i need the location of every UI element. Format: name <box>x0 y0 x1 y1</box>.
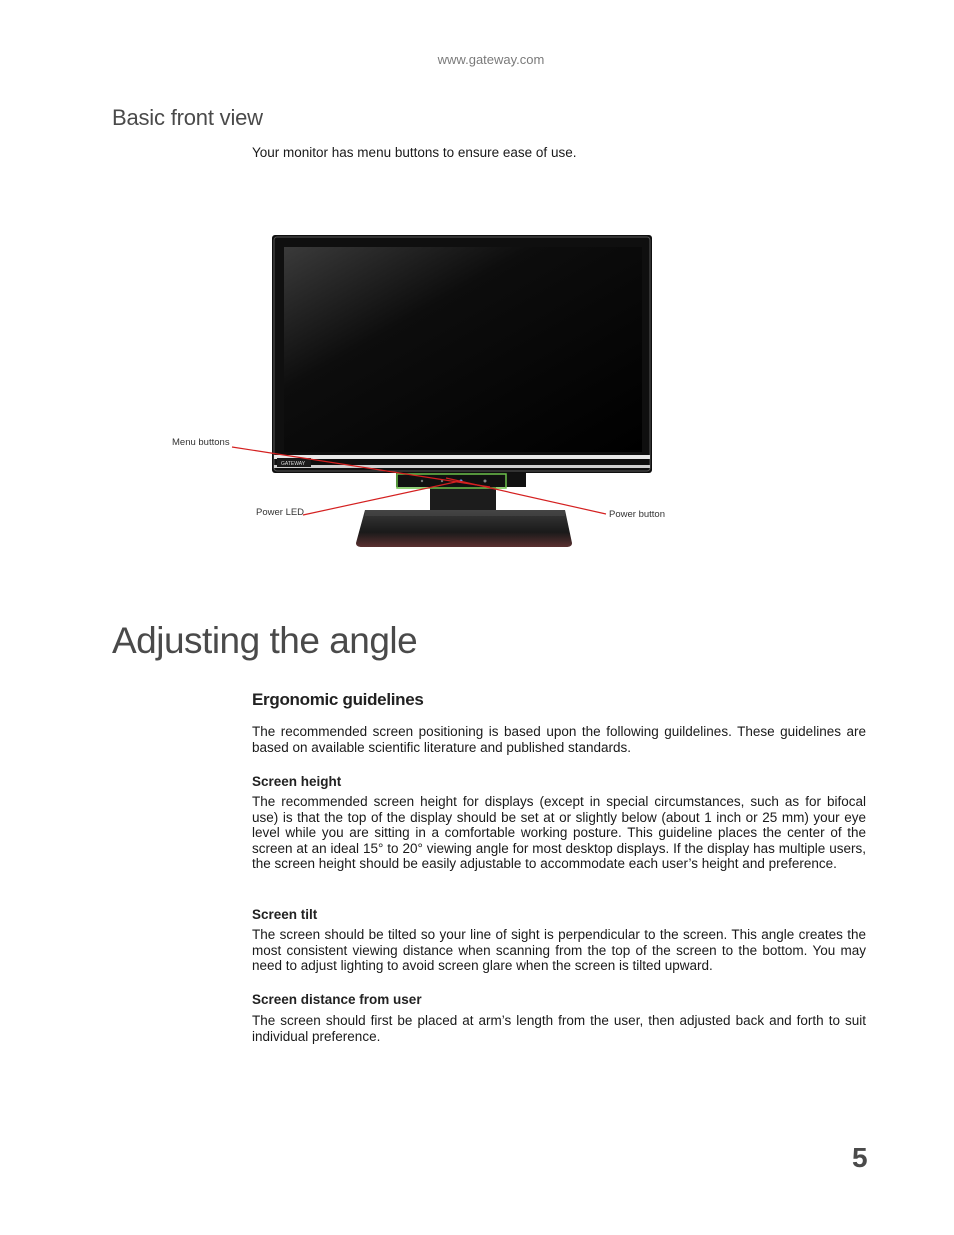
screen-tilt-title: Screen tilt <box>252 907 318 922</box>
screen-height-title: Screen height <box>252 774 342 789</box>
section-title-front-view: Basic front view <box>112 105 263 130</box>
header-url: www.gateway.com <box>437 52 545 67</box>
page-number: 5 <box>852 1142 868 1173</box>
front-view-intro: Your monitor has menu buttons to ensure ease of use. <box>252 145 577 160</box>
ergonomic-text: The recommended screen positioning is based upon the following guildelines. These guidelines are based on available scientific literature and published standards. <box>252 724 866 755</box>
section-title-adjusting: Adjusting the angle <box>112 620 418 661</box>
callout-power-led: Power LED <box>256 507 305 518</box>
callout-power-button: Power button <box>609 509 665 520</box>
monitor-screen <box>284 247 642 452</box>
callout-menu-buttons: Menu buttons <box>172 437 230 448</box>
screen-distance-title: Screen distance from user <box>252 992 422 1007</box>
ergonomic-title: Ergonomic guidelines <box>252 690 424 709</box>
brand-logo-text: GATEWAY <box>281 461 306 467</box>
screen-height-text: The recommended screen height for displays (except in special circumstances, such as for bifocal use) is that the top of the display should be set at or slightly below (about 1 inch or 25 mm) your eye level while you are sitting in a comfortable working posture. This guideline places the center of the screen at an ideal 15° to 20° viewing angle for most desktop displays. If the display has multiple users, the screen height should be easily adjustable to accommodate each user’s height and preference. <box>252 794 866 872</box>
power-button[interactable] <box>484 480 487 483</box>
monitor-figure <box>160 225 700 560</box>
screen-distance-text: The screen should first be placed at arm’s length from the user, then adjusted back and forth to suit individual preference. <box>252 1013 866 1044</box>
screen-tilt-text: The screen should be tilted so your line of sight is perpendicular to the screen. This angle creates the most consistent viewing distance when scanning from the top of the screen to the bottom. You may need to adjust lighting to avoid screen glare when the screen is tilted upward. <box>252 927 866 974</box>
menu-button[interactable] <box>421 480 423 482</box>
